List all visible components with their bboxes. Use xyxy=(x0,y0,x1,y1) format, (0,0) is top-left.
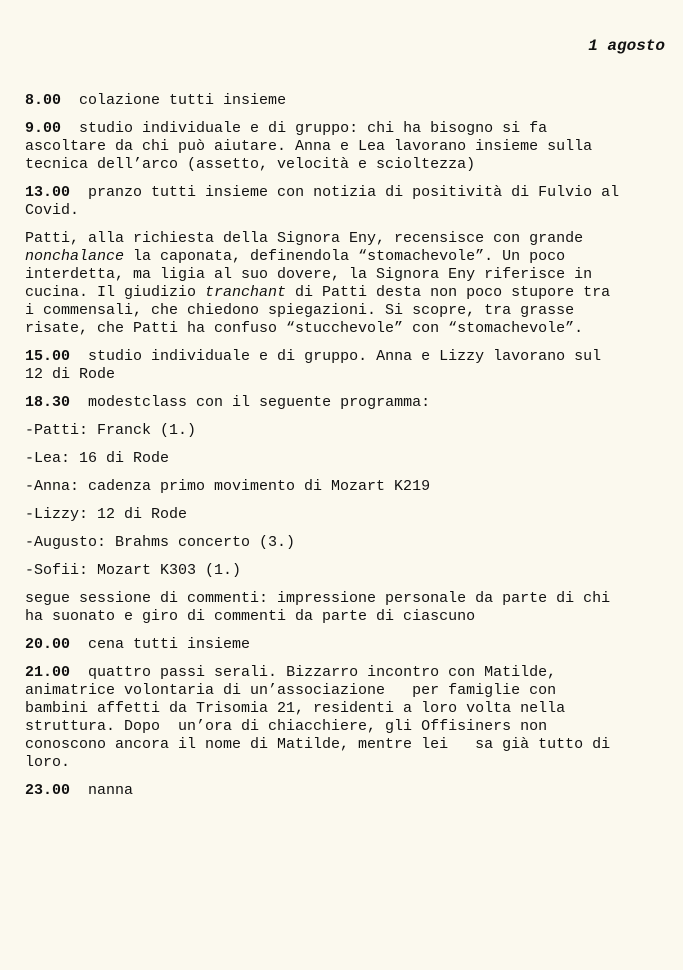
italic-word: tranchant xyxy=(205,284,287,301)
italic-word: nonchalance xyxy=(25,248,125,265)
entry-text: ascoltare da chi può aiutare. Anna e Lea lavorano insieme sulla xyxy=(25,138,593,155)
entry-time: 15.00 xyxy=(25,348,71,365)
program-item: -Patti: Franck (1.) xyxy=(25,422,197,439)
entry-text: conoscono ancora il nome di Matilde, mentre lei sa già tutto di xyxy=(25,736,611,753)
entry-text: modestclass con il seguente programma: xyxy=(88,394,431,411)
entry-text: nanna xyxy=(88,782,134,799)
entry-20-00 xyxy=(25,636,665,654)
entry-18-30 xyxy=(25,394,665,412)
entry-8-00 xyxy=(25,92,665,110)
entry-text: 12 di Rode xyxy=(25,366,116,383)
entry-text: cena tutti insieme xyxy=(88,636,251,653)
entry-time: 13.00 xyxy=(25,184,71,201)
entry-time: 9.00 xyxy=(25,120,62,137)
paragraph-line: i commensali, che chiedono spiegazioni. Si scopre, tra grasse xyxy=(25,302,575,319)
entry-text: Covid. xyxy=(25,202,80,219)
program-item: -Sofii: Mozart K303 (1.) xyxy=(25,562,242,579)
entry-time: 23.00 xyxy=(25,782,71,799)
entry-text: bambini affetti da Trisomia 21, residenti a loro volta nella xyxy=(25,700,566,717)
entry-text: tecnica dell’arco (assetto, velocità e scioltezza) xyxy=(25,156,476,173)
entry-text: struttura. Dopo un’ora di chiacchiere, gli Offisiners non xyxy=(25,718,548,735)
entry-text: colazione tutti insieme xyxy=(79,92,287,109)
entry-time: 20.00 xyxy=(25,636,71,653)
paragraph-line: risate, che Patti ha confuso “stucchevole” con “stomachevole”. xyxy=(25,320,584,337)
paragraph-line: la caponata, definendola “stomachevole”. Un poco xyxy=(124,248,566,265)
entry-text: quattro passi serali. Bizzarro incontro con Matilde, xyxy=(88,664,557,681)
paragraph-line: di Patti desta non poco stupore tra xyxy=(286,284,611,301)
paragraph-line: segue sessione di commenti: impressione personale da parte di chi xyxy=(25,590,611,607)
entry-9-00 xyxy=(25,120,665,174)
program-item: -Augusto: Brahms concerto (3.) xyxy=(25,534,296,551)
program-item: -Lea: 16 di Rode xyxy=(25,450,170,467)
diary-content xyxy=(25,92,665,800)
paragraph-line: interdetta, ma ligia al suo dovere, la Signora Eny riferisce in xyxy=(25,266,593,283)
entry-text: studio individuale e di gruppo: chi ha bisogno si fa xyxy=(79,120,548,137)
program-list xyxy=(25,422,665,580)
entry-time: 21.00 xyxy=(25,664,71,681)
entry-15-00 xyxy=(25,348,665,384)
paragraph-line: cucina. Il giudizio xyxy=(25,284,206,301)
paragraph-line: ha suonato e giro di commenti da parte di ciascuno xyxy=(25,608,476,625)
comments-paragraph xyxy=(25,590,665,626)
entry-23-00 xyxy=(25,782,665,800)
entry-text: pranzo tutti insieme con notizia di positività di Fulvio al xyxy=(88,184,620,201)
anecdote-paragraph xyxy=(25,230,665,338)
entry-time: 18.30 xyxy=(25,394,71,411)
entry-text: studio individuale e di gruppo. Anna e Lizzy lavorano sul xyxy=(88,348,602,365)
paragraph-line: Patti, alla richiesta della Signora Eny, recensisce con grande xyxy=(25,230,584,247)
entry-time: 8.00 xyxy=(25,92,62,109)
entry-text: loro. xyxy=(25,754,71,771)
program-item: -Anna: cadenza primo movimento di Mozart K219 xyxy=(25,478,431,495)
entry-13-00 xyxy=(25,184,665,220)
entry-21-00 xyxy=(25,664,665,772)
page-date: 1 agosto xyxy=(588,37,665,55)
program-item: -Lizzy: 12 di Rode xyxy=(25,506,188,523)
entry-text: animatrice volontaria di un’associazione per famiglie con xyxy=(25,682,557,699)
